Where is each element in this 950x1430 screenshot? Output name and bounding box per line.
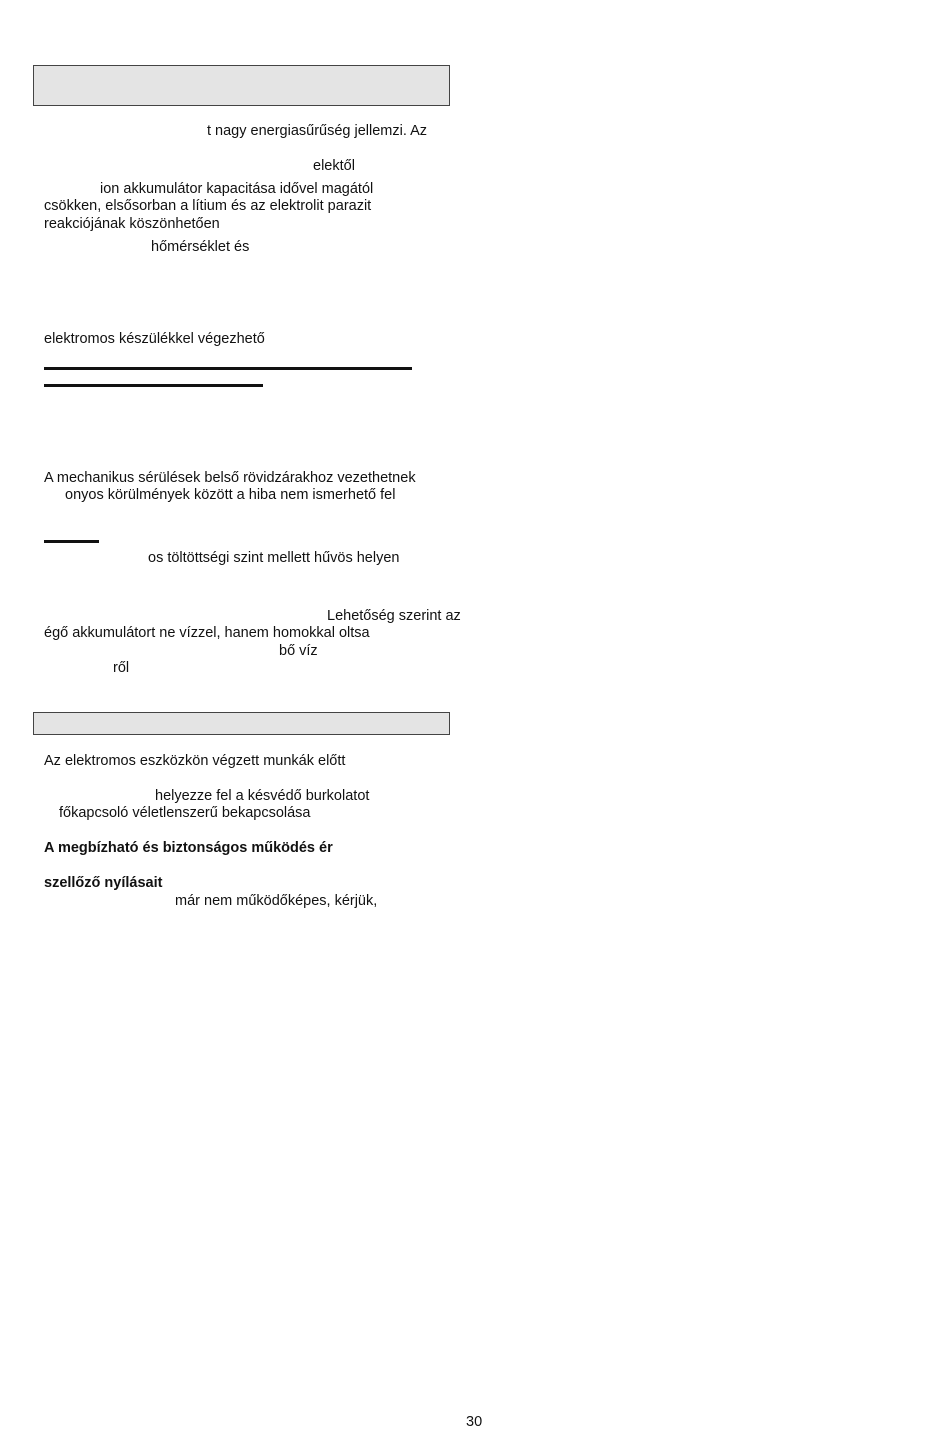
bold-text-line: szellőző nyílásait [44, 875, 163, 891]
underline-rule [44, 367, 412, 370]
text-line: reakciójának köszönhetően [44, 216, 220, 232]
text-line: ről [113, 660, 130, 676]
text-line: elektől [313, 158, 355, 174]
text-line: főkapcsoló véletlenszerű bekapcsolása [59, 805, 311, 821]
text-line: os töltöttségi szint mellett hűvös helyen [148, 550, 400, 566]
section-heading-box-1 [33, 65, 450, 106]
page-number: 30 [466, 1414, 483, 1430]
text-line: csökken, elsősorban a lítium és az elektrolit parazit [44, 198, 372, 214]
text-line: A mechanikus sérülések belső rövidzárakhoz vezethetnek [44, 470, 416, 486]
text-line: már nem működőképes, kérjük, [175, 893, 378, 909]
text-line: égő akkumulátort ne vízzel, hanem homokkal oltsa [44, 625, 370, 641]
underline-rule [44, 384, 263, 387]
text-line: onyos körülmények között a hiba nem ismerhető fel [65, 487, 396, 503]
text-line: ion akkumulátor kapacitása idővel magától [100, 181, 374, 197]
text-line: bő víz [279, 643, 318, 659]
text-line: Lehetőség szerint az [327, 608, 461, 624]
text-line: t nagy energiasűrűség jellemzi. Az [207, 123, 428, 139]
text-line: elektromos készülékkel végezhető [44, 331, 265, 347]
underline-rule [44, 540, 99, 543]
text-line: hőmérséklet és [151, 239, 250, 255]
bold-text-line: A megbízható és biztonságos működés ér [44, 840, 333, 856]
text-line: Az elektromos eszközkön végzett munkák előtt [44, 753, 346, 769]
section-heading-box-2 [33, 712, 450, 735]
text-line: helyezze fel a késvédő burkolatot [155, 788, 370, 804]
